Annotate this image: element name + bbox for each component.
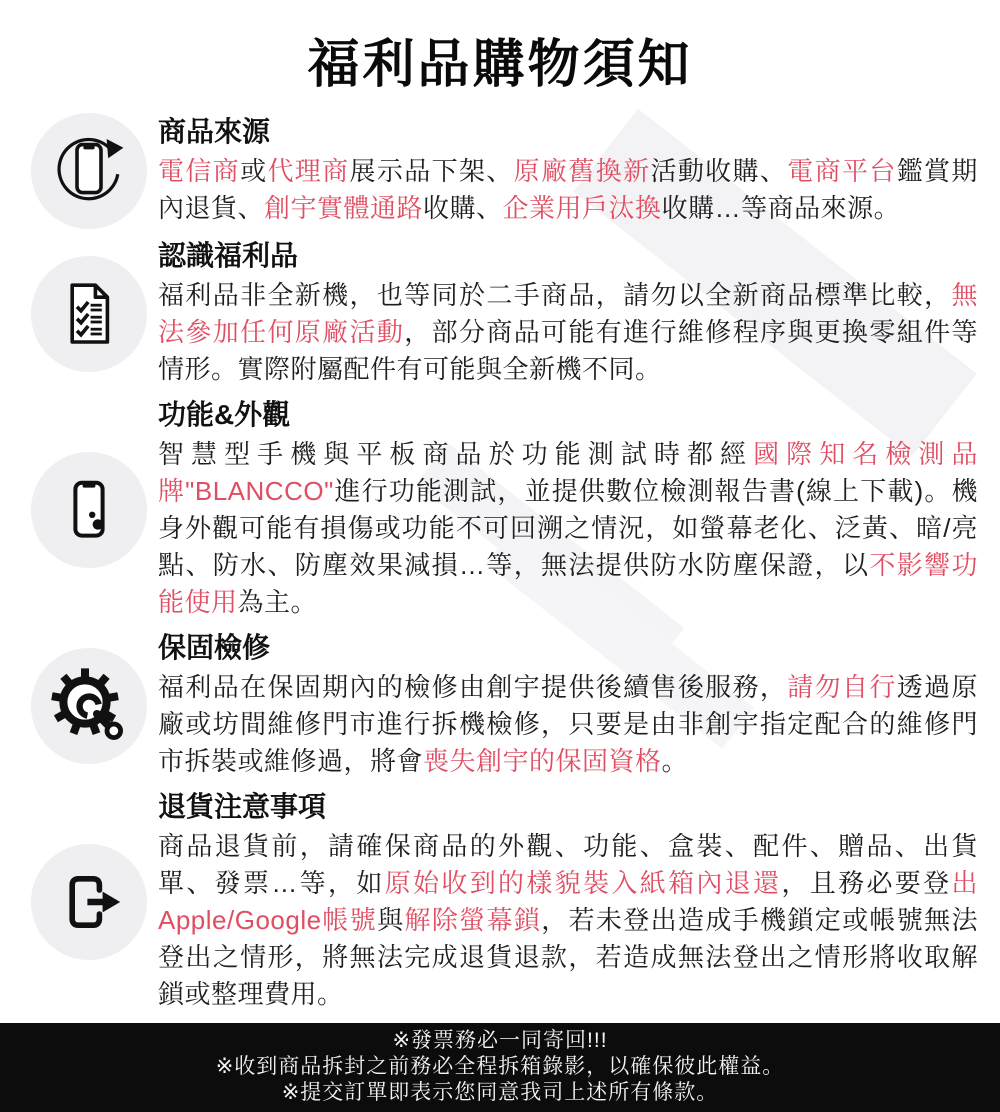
highlighted-text: 原始收到的樣貌裝入紙箱內退還	[384, 868, 782, 898]
icon-column	[20, 113, 158, 229]
highlighted-text: 原廠舊換新	[513, 156, 651, 186]
section-heading: 退貨注意事項	[158, 791, 327, 822]
text-segment: ，且務必要登	[781, 868, 952, 898]
section-heading: 功能&外觀	[158, 399, 291, 430]
icon-column	[20, 844, 158, 960]
section-body	[158, 828, 978, 1013]
logout-return-icon	[49, 862, 129, 942]
text-segment: 福利品非全新機，也等同於二手商品，請勿以全新商品標準比較，	[158, 280, 952, 310]
icon-circle	[31, 256, 147, 372]
text-segment: 或	[240, 156, 268, 186]
text-segment: 展示品下架、	[349, 156, 514, 186]
highlighted-text: 喪失創宇的保固資格	[423, 746, 662, 776]
section-warranty-service	[20, 631, 978, 780]
icon-circle	[31, 452, 147, 568]
footer-line: ※提交訂單即表示您同意我司上述所有條款。	[281, 1081, 719, 1104]
section-product-source	[20, 113, 978, 229]
section-body	[158, 669, 978, 780]
footer-line: ※收到商品拆封之前務必全程拆箱錄影，以確保彼此權益。	[215, 1055, 785, 1078]
icon-circle	[31, 648, 147, 764]
text-segment: ，若未登出造成手機鎖定或帳號無法登出之情形，將無法完成退貨退款，若造成無法登出之情形將收取解鎖或整理費用。	[158, 905, 978, 1009]
text-segment: 透過原廠或坊間維修門市進行拆機檢修，只要是由非創宇指定配合的維修門市拆裝或維修過，將會	[158, 672, 978, 776]
highlighted-text: 解除螢幕鎖	[404, 905, 542, 935]
text-segment: 福利品在保固期內的檢修由創宇提供後續售後服務，	[158, 672, 788, 702]
icon-circle	[31, 113, 147, 229]
highlighted-text: 代理商	[267, 156, 350, 186]
text-segment: 智慧型手機與平板商品於功能測試時都經	[158, 439, 754, 469]
section-text	[158, 790, 978, 1013]
text-segment: 商品退貨前，請確保商品的外觀、功能、盒裝、配件、贈品、出貨單、發票…等，如	[158, 831, 978, 898]
phone-tradein-recycle-icon	[49, 131, 129, 211]
section-about-refurbished	[20, 239, 978, 388]
section-text	[158, 631, 978, 780]
highlighted-text: 無法參加任何原廠活動	[158, 280, 978, 347]
section-heading: 保固檢修	[158, 632, 271, 663]
footer-notice-bar	[0, 1023, 1000, 1112]
footer-line: ※發票務必一同寄回!!!	[392, 1029, 608, 1052]
text-segment: 收購…等商品來源。	[661, 193, 901, 223]
highlighted-text: 企業用戶汰換	[502, 193, 662, 223]
text-segment: 鑑賞期內退貨、	[158, 156, 978, 223]
section-body	[158, 436, 978, 621]
text-segment: 活動收購、	[650, 156, 788, 186]
highlighted-text: 出Apple/Google帳號	[158, 868, 978, 935]
icon-column	[20, 256, 158, 372]
checklist-document-icon	[49, 274, 129, 354]
section-text	[158, 398, 978, 621]
section-heading: 商品來源	[158, 116, 271, 147]
highlighted-text: 請勿自行	[787, 672, 897, 702]
phone-screen-defect-icon	[49, 470, 129, 550]
text-segment: 為主。	[237, 587, 318, 617]
text-segment: 進行功能測試，並提供數位檢測報告書(線上下載)。機身外觀可能有損傷或功能不可回溯之情況，如螢幕老化、泛黃、暗/亮點、防水、防塵效果減損…等，無法提供防水防塵保證，以	[158, 476, 978, 580]
section-body	[158, 153, 978, 227]
highlighted-text: 創宇實體通路	[264, 193, 424, 223]
sections-container	[0, 111, 1000, 1023]
page-title: 福利品購物須知	[307, 36, 693, 94]
highlighted-text: 電商平台	[787, 156, 897, 186]
gear-wrench-repair-icon	[49, 666, 129, 746]
section-return-notes	[20, 790, 978, 1013]
text-segment: 收購、	[423, 193, 503, 223]
highlighted-text: 電信商	[158, 156, 241, 186]
highlighted-text: 不影響功能使用	[158, 550, 978, 617]
section-text	[158, 239, 978, 388]
section-heading: 認識福利品	[158, 240, 299, 271]
icon-column	[20, 648, 158, 764]
section-text	[158, 115, 978, 227]
section-body	[158, 277, 978, 388]
text-segment: ，部分商品可能有進行維修程序與更換零組件等情形。實際附屬配件有可能與全新機不同。	[158, 317, 978, 384]
section-function-appearance	[20, 398, 978, 621]
icon-column	[20, 452, 158, 568]
icon-circle	[31, 844, 147, 960]
highlighted-text: 國際知名檢測品牌"BLANCCO"	[158, 439, 978, 506]
text-segment: 。	[661, 746, 689, 776]
text-segment: 與	[377, 905, 405, 935]
